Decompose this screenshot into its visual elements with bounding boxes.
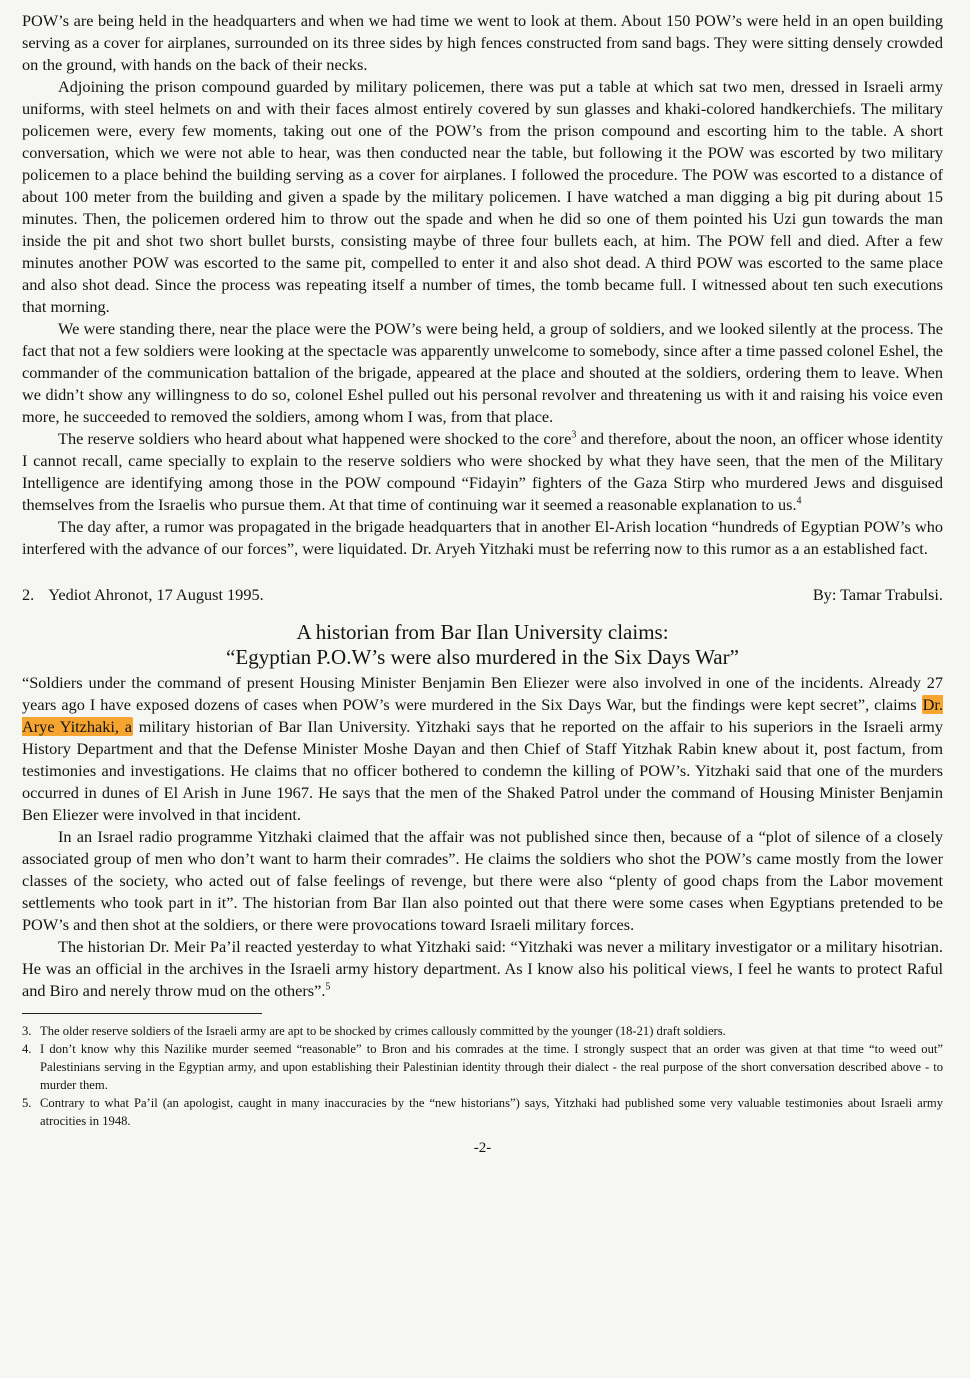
footnote-ref-3: 3	[571, 429, 577, 441]
footnote-number: 4.	[22, 1042, 32, 1056]
source-number: 2.	[22, 585, 35, 604]
page-number: -2-	[473, 1140, 492, 1156]
footnote-number: 3.	[22, 1024, 32, 1038]
footnote-4	[22, 1040, 943, 1094]
footnote-divider	[22, 1013, 262, 1014]
paragraph-text: “Soldiers under the command of present Housing Minister Benjamin Ben Eliezer were also involved in one of the incidents. Already 27 years ago I have exposed dozens of cases when POW’s were murdered in the Six Days War, but the findings were kept secret”, claims	[22, 673, 943, 714]
paragraph-text: The historian Dr. Meir Pa’il reacted yesterday to what Yitzhaki said: “Yitzhaki was never a military investigator or a military hisotrian. He was an official in the archives in the Israeli army history department. As I know also his political views, I feel he wants to protect Raful and Biro and nerely throw mud on the others”.	[22, 937, 943, 1000]
paragraph-text: The reserve soldiers who heard about what happened were shocked to the core	[58, 429, 572, 448]
footnote-ref-4: 4	[796, 495, 802, 507]
highlighted-name: Dr. Arye Yitzhaki, a	[22, 695, 943, 736]
paragraph-text: and therefore, about the noon, an officer whose identity I cannot recall, came specially to explain to the reserve soldiers who were shocked by what they have seen, that the men of the Military Intelligence are identifying among those in the POW compound “Fidayin” fighters of the Gaza Stirp who murdered Jews and disguised themselves from the Israelis who pursue them. At that time of continuing war it seemed a reasonable explanation to us.	[22, 429, 943, 514]
footnote-number: 5.	[22, 1096, 32, 1110]
article-paragraph-1	[22, 672, 943, 826]
footnote-text: Contrary to what Pa’il (an apologist, caught in many inaccuracies by the “new historians”) says, Yitzhaki had published some very valuable testimonies about Israeli army atrocities in 1948.	[40, 1096, 943, 1128]
footnote-5	[22, 1094, 943, 1130]
footnote-3	[22, 1022, 943, 1040]
article-paragraph-3	[22, 936, 943, 1002]
footnotes	[22, 1022, 943, 1130]
paragraph-text: military historian of Bar Ilan University. Yitzhaki says that he reported on the affair to his superiors in the Israeli army History Department and that the Defense Minister Moshe Dayan and then Chief of Staff Yitzhak Rabin knew about it, post factum, from testimonies and investigations. He claims that no officer bothered to condemn the killing of POW’s. Yitzhaki said that one of the murders occurred in dunes of El Arish in June 1967. He says that the men of the Shaked Patrol under the command of Housing Minister Benjamin Ben Eliezer were involved in that incident.	[22, 717, 943, 824]
article-headline-line-2: “Egyptian P.O.W’s were also murdered in the Six Days War”	[226, 645, 739, 669]
testimony-paragraph-3: We were standing there, near the place were the POW’s were being held, a group of soldiers, and we looked silently at the process. The fact that not a few soldiers were looking at the spectacle was apparently unwelcome to somebody, since after a time passed colonel Eshel, the commander of the communication battalion of the brigade, appeared at the place and shouted at the soldiers, ordering them to leave. When we didn’t show any willingness to do so, colonel Eshel pulled out his personal revolver and threatening us with it and raising his voice even more, he succeeded to removed the soldiers, among whom I was, from that place.	[22, 319, 943, 426]
footnote-ref-5: 5	[325, 981, 331, 993]
testimony-paragraph-5: The day after, a rumor was propagated in the brigade headquarters that in another El-Arish location “hundreds of Egyptian POW’s who interfered with the advance of our forces”, were liquidated. Dr. Aryeh Yitzhaki must be referring now to this rumor as a an established fact.	[22, 517, 943, 558]
footnote-text: The older reserve soldiers of the Israeli army are apt to be shocked by crimes callously committed by the younger (18-21) draft soldiers.	[40, 1024, 726, 1038]
article-source-line	[22, 584, 943, 606]
testimony-paragraph-1: POW’s are being held in the headquarters and when we had time we went to look at them. About 150 POW’s were held in an open building serving as a cover for airplanes, surrounded on its three sides by high fences constructed from sand bags. They were sitting densely crowded on the ground, with hands on the back of their necks.	[22, 11, 943, 74]
testimony-paragraph-4	[22, 428, 943, 516]
article-headline-line-1: A historian from Bar Ilan University claims:	[296, 620, 669, 644]
source-byline: By: Tamar Trabulsi.	[812, 585, 943, 604]
testimony-paragraph-2: Adjoining the prison compound guarded by military policemen, there was put a table at which sat two men, dressed in Israeli army uniforms, with steel helmets on and with their faces almost entirely covered by sun glasses and khaki-colored handkerchiefs. The military policemen were, every few moments, taking out one of the POW’s from the prison compound and escorting him to the table. A short conversation, which we were not able to hear, was then conducted near the table, but following it the POW was escorted by two military policemen to a place behind the building serving as a cover for airplanes. I followed the procedure. The POW was escorted to a distance of about 100 meter from the building and given a spade by the military policemen. I have watched a man digging a big pit during about 15 minutes. Then, the policemen ordered him to throw out the spade and when he did so one of them pointed his Uzi gun towards the man inside the pit and shot two short bullet bursts, consisting maybe of three four bullets each, at him. The POW fell and died. After a few minutes another POW was escorted to the same pit, compelled to enter it and also shot dead. A third POW was escorted to the same place and also shot dead. Since the process was repeating itself a number of times, the tomb became full. I witnessed about ten such executions that morning.	[22, 77, 943, 316]
document-page	[22, 10, 943, 1157]
article-paragraph-2: In an Israel radio programme Yitzhaki claimed that the affair was not published since then, because of a “plot of silence of a closely associated group of men who don’t want to harm their comrades”. He claims the soldiers who shot the POW’s came mostly from the lower classes of the society, who acted out of false feelings of revenge, but there were also “plenty of good chaps from the Labor movement settlements who took part in it”. The historian from Bar Ilan also pointed out that there were some cases when Egyptians pretended to be POW’s and then shot at the soldiers, or there were provocations toward Israeli military forces.	[22, 827, 943, 934]
footnote-text: I don’t know why this Nazilike murder seemed “reasonable” to Bron and his comrades at the time. I strongly suspect that an order was given at that time “to weed out” Palestinians serving in the Egyptian army, and upon establishing their Palestinian identity through their dialect - the real purpose of the short conversation described above - to murder them.	[40, 1042, 943, 1092]
source-publication: Yediot Ahronot, 17 August 1995.	[48, 585, 264, 604]
source-citation	[22, 584, 264, 606]
